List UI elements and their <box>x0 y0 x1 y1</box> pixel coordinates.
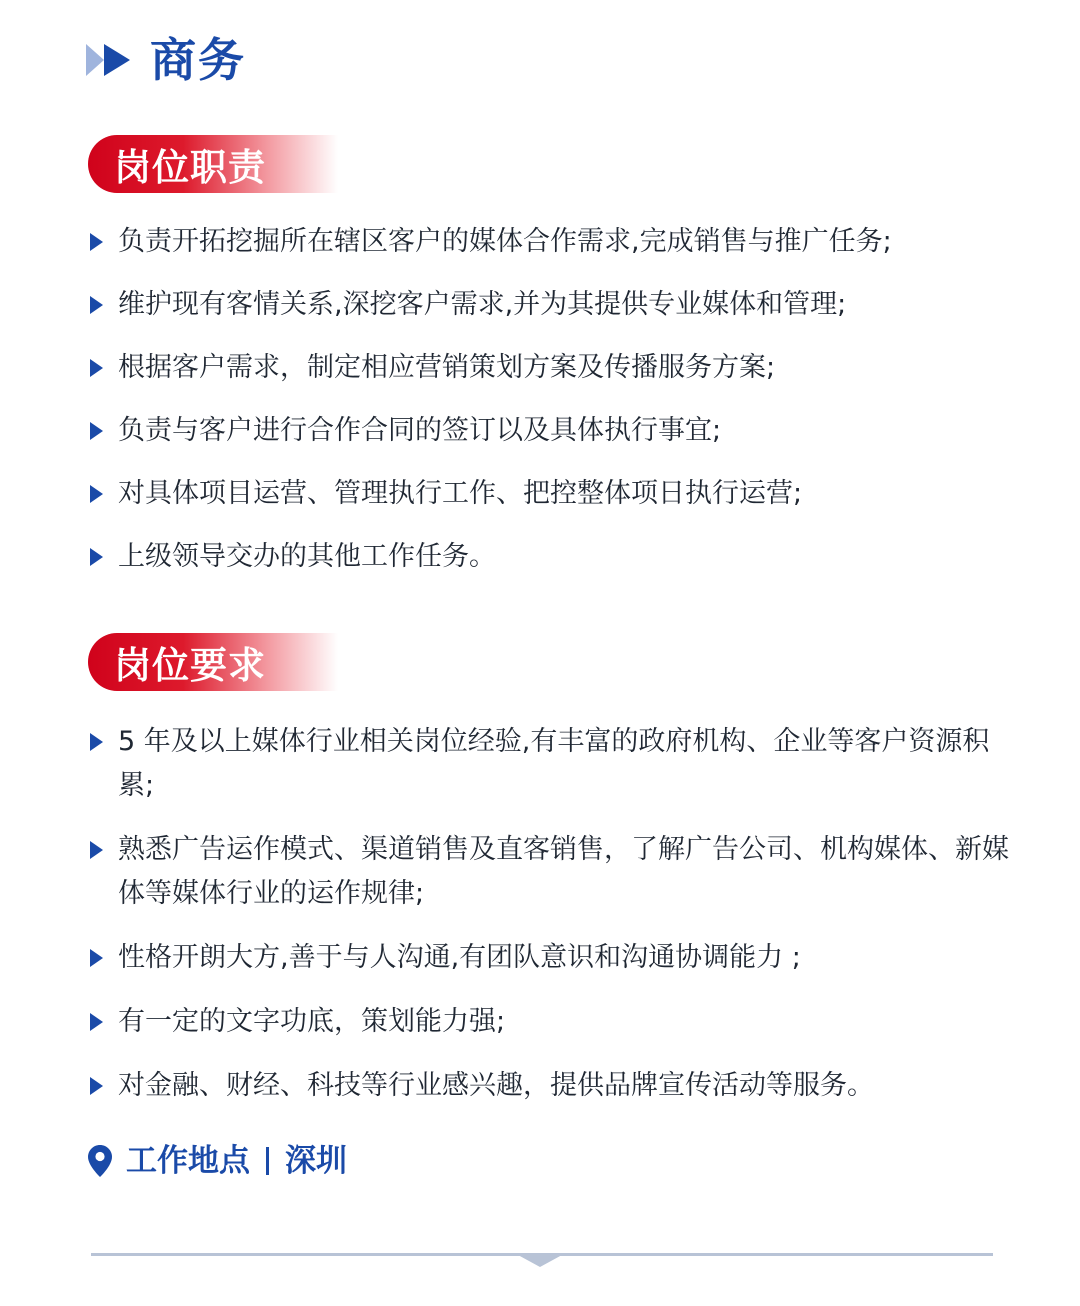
list-item-text: 负责与客户进行合作合同的签订以及具体执行事宜; <box>118 415 722 446</box>
triangle-bullet-icon <box>90 841 103 859</box>
triangle-bullet-icon <box>90 733 103 751</box>
list-item <box>88 936 1018 980</box>
list-item <box>88 472 1018 516</box>
divider-chevron-icon <box>518 1255 562 1267</box>
list-item-text: 性格开朗大方,善于与人沟通,有团队意识和沟通协调能力 ; <box>118 942 801 973</box>
list-item-text: 有一定的文字功底，策划能力强; <box>118 1006 506 1037</box>
list-item <box>88 283 1018 327</box>
location-pin-icon <box>88 1145 112 1177</box>
list-item <box>88 220 1018 264</box>
triangle-bullet-icon <box>90 949 103 967</box>
page-header <box>86 30 246 90</box>
list-item <box>88 535 1018 579</box>
list-item-text: 5 年及以上媒体行业相关岗位经验,有丰富的政府机构、企业等客户资源积累; <box>118 726 990 801</box>
list-item <box>88 1000 1018 1044</box>
location-value: 深圳 <box>285 1143 347 1179</box>
triangle-bullet-icon <box>90 422 103 440</box>
requirements-list <box>88 720 1018 1108</box>
triangle-bullet-icon <box>90 296 103 314</box>
duties-list <box>88 220 1018 579</box>
list-item <box>88 720 1018 808</box>
triangle-bullet-icon <box>90 485 103 503</box>
triangle-bullet-icon <box>90 548 103 566</box>
list-item <box>88 409 1018 453</box>
list-item-text: 对金融、财经、科技等行业感兴趣，提供品牌宣传活动等服务。 <box>118 1070 874 1101</box>
triangle-bullet-icon <box>90 1077 103 1095</box>
page-title: 商务 <box>150 33 246 87</box>
list-item-text: 熟悉广告运作模式、渠道销售及直客销售，了解广告公司、机构媒体、新媒体等媒体行业的运作规律; <box>118 834 1009 909</box>
list-item <box>88 1064 1018 1108</box>
section-heading-duties <box>88 135 338 193</box>
list-item <box>88 346 1018 390</box>
section-heading-requirements <box>88 633 338 691</box>
list-item-text: 维护现有客情关系,深挖客户需求,并为其提供专业媒体和管理; <box>118 289 847 320</box>
location-label: 工作地点 <box>126 1143 250 1179</box>
section-heading-label: 岗位要求 <box>114 644 266 687</box>
list-item-text: 根据客户需求，制定相应营销策划方案及传播服务方案; <box>118 352 776 383</box>
double-chevron-right-icon <box>86 42 132 78</box>
list-item <box>88 828 1018 916</box>
list-item-text: 上级领导交办的其他工作任务。 <box>118 541 496 572</box>
triangle-bullet-icon <box>90 359 103 377</box>
work-location <box>88 1138 347 1184</box>
triangle-bullet-icon <box>90 233 103 251</box>
location-separator <box>266 1147 269 1175</box>
list-item-text: 负责开拓挖掘所在辖区客户的媒体合作需求,完成销售与推广任务; <box>118 226 892 257</box>
list-item-text: 对具体项目运营、管理执行工作、把控整体项日执行运营; <box>118 478 803 509</box>
section-heading-label: 岗位职责 <box>114 146 266 189</box>
triangle-bullet-icon <box>90 1013 103 1031</box>
